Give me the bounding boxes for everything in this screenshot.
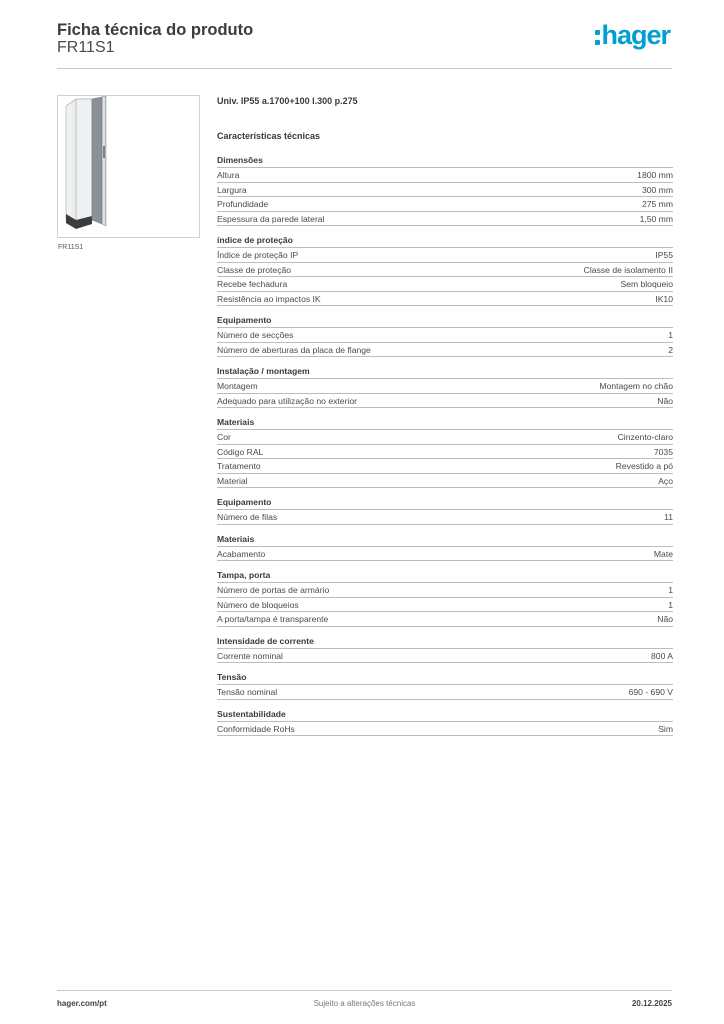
- spec-value: 690 - 690 V: [628, 687, 673, 697]
- spec-sections: [217, 153, 673, 736]
- spec-label: Altura: [217, 170, 240, 180]
- spec-label: Montagem: [217, 381, 258, 391]
- spec-row: [217, 168, 673, 183]
- spec-value: Não: [657, 395, 673, 406]
- spec-label: Número de secções: [217, 330, 294, 340]
- section-title: Materiais: [217, 532, 673, 547]
- spec-value: 1800 mm: [637, 170, 673, 180]
- spec-value: IP55: [655, 250, 673, 260]
- spec-section: [217, 153, 673, 226]
- section-title: Sustentabilidade: [217, 707, 673, 722]
- spec-value: 1: [668, 599, 673, 610]
- spec-section: [217, 415, 673, 488]
- footer-website: hager.com/pt: [57, 999, 107, 1008]
- spec-label: Número de filas: [217, 512, 278, 522]
- spec-row: [217, 197, 673, 212]
- spec-label: Profundidade: [217, 199, 269, 209]
- document-title: Ficha técnica do produto: [57, 21, 254, 39]
- spec-value: 800 A: [651, 650, 673, 661]
- spec-row: [217, 343, 673, 358]
- spec-row: [217, 459, 673, 474]
- spec-label: Resistência ao impactos IK: [217, 293, 321, 304]
- product-image-frame: [57, 95, 200, 238]
- section-title: Equipamento: [217, 495, 673, 510]
- product-code: FR11S1: [57, 39, 115, 56]
- spec-value: Sim: [658, 723, 673, 734]
- spec-label: Número de aberturas da placa de flange: [217, 344, 371, 355]
- spec-label: Largura: [217, 184, 247, 195]
- spec-value: Sem bloqueio: [620, 279, 673, 289]
- spec-row: [217, 328, 673, 343]
- spec-label: Número de portas de armário: [217, 585, 330, 595]
- spec-label: Tensão nominal: [217, 687, 278, 697]
- spec-value: 1: [668, 330, 673, 340]
- spec-row: [217, 248, 673, 263]
- section-title: Instalação / montagem: [217, 364, 673, 379]
- spec-row: [217, 292, 673, 307]
- spec-section: [217, 568, 673, 627]
- spec-row: [217, 445, 673, 460]
- spec-label: Recebe fechadura: [217, 279, 288, 289]
- spec-row: [217, 430, 673, 445]
- spec-label: Acabamento: [217, 548, 266, 559]
- spec-value: 1: [668, 585, 673, 595]
- spec-section: [217, 532, 673, 562]
- spec-label: Adequado para utilização no exterior: [217, 395, 357, 406]
- section-title: Tensão: [217, 670, 673, 685]
- spec-section: [217, 495, 673, 525]
- spec-label: A porta/tampa é transparente: [217, 614, 329, 624]
- section-title: Intensidade de corrente: [217, 634, 673, 649]
- footer-date: 20.12.2025: [631, 999, 672, 1008]
- section-title: Dimensões: [217, 153, 673, 168]
- spec-row: [217, 722, 673, 737]
- spec-row: [217, 263, 673, 278]
- spec-label: Corrente nominal: [217, 650, 283, 661]
- spec-section: [217, 634, 673, 664]
- spec-row: [217, 474, 673, 489]
- spec-row: [217, 510, 673, 525]
- product-description: Univ. IP55 a.1700+100 l.300 p.275: [217, 96, 358, 106]
- spec-label: Classe de proteção: [217, 264, 292, 275]
- section-title: Equipamento: [217, 313, 673, 328]
- spec-value: Classe de isolamento II: [583, 264, 673, 275]
- spec-label: Espessura da parede lateral: [217, 213, 325, 224]
- spec-value: Aço: [658, 475, 673, 486]
- spec-value: Montagem no chão: [599, 381, 673, 391]
- section-title: Materiais: [217, 415, 673, 430]
- spec-value: Cinzento-claro: [617, 432, 673, 442]
- spec-value: Não: [657, 614, 673, 624]
- spec-row: [217, 598, 673, 613]
- spec-section: [217, 233, 673, 306]
- logo-colon-icon: [595, 30, 600, 45]
- spec-section: [217, 364, 673, 408]
- spec-row: [217, 685, 673, 700]
- spec-row: [217, 649, 673, 664]
- section-title: Tampa, porta: [217, 568, 673, 583]
- spec-value: IK10: [655, 293, 673, 304]
- footer-notice: Sujeito a alterações técnicas: [313, 999, 416, 1008]
- spec-row: [217, 379, 673, 394]
- logo-text: hager: [601, 20, 670, 50]
- spec-section: [217, 313, 673, 357]
- page-footer: [57, 990, 672, 1021]
- section-title: índice de proteção: [217, 233, 673, 248]
- spec-value: 275 mm: [641, 199, 673, 209]
- cabinet-image: [58, 96, 199, 237]
- spec-label: Conformidade RoHs: [217, 723, 295, 734]
- spec-label: Número de bloqueios: [217, 599, 299, 610]
- spec-label: Índice de proteção IP: [217, 250, 299, 260]
- spec-value: Mate: [653, 548, 673, 559]
- spec-row: [217, 277, 673, 292]
- spec-value: 7035: [653, 446, 673, 457]
- tech-specs-title: Características técnicas: [217, 131, 321, 141]
- spec-label: Código RAL: [217, 446, 264, 457]
- spec-section: [217, 707, 673, 737]
- spec-label: Material: [217, 475, 248, 486]
- spec-label: Tratamento: [217, 461, 261, 471]
- spec-row: [217, 612, 673, 627]
- spec-row: [217, 183, 673, 198]
- spec-label: Cor: [217, 432, 231, 442]
- spec-value: 2: [668, 344, 673, 355]
- spec-row: [217, 583, 673, 598]
- image-caption: FR11S1: [58, 244, 84, 251]
- spec-value: 300 mm: [641, 184, 673, 195]
- spec-row: [217, 547, 673, 562]
- spec-row: [217, 212, 673, 227]
- spec-row: [217, 394, 673, 409]
- specs-column: [217, 92, 673, 736]
- spec-value: 11: [664, 512, 673, 522]
- spec-value: Revestido a pó: [615, 461, 673, 471]
- hager-logo: [595, 20, 670, 50]
- spec-section: [217, 670, 673, 700]
- page-header: [57, 20, 672, 69]
- spec-value: 1,50 mm: [639, 213, 673, 224]
